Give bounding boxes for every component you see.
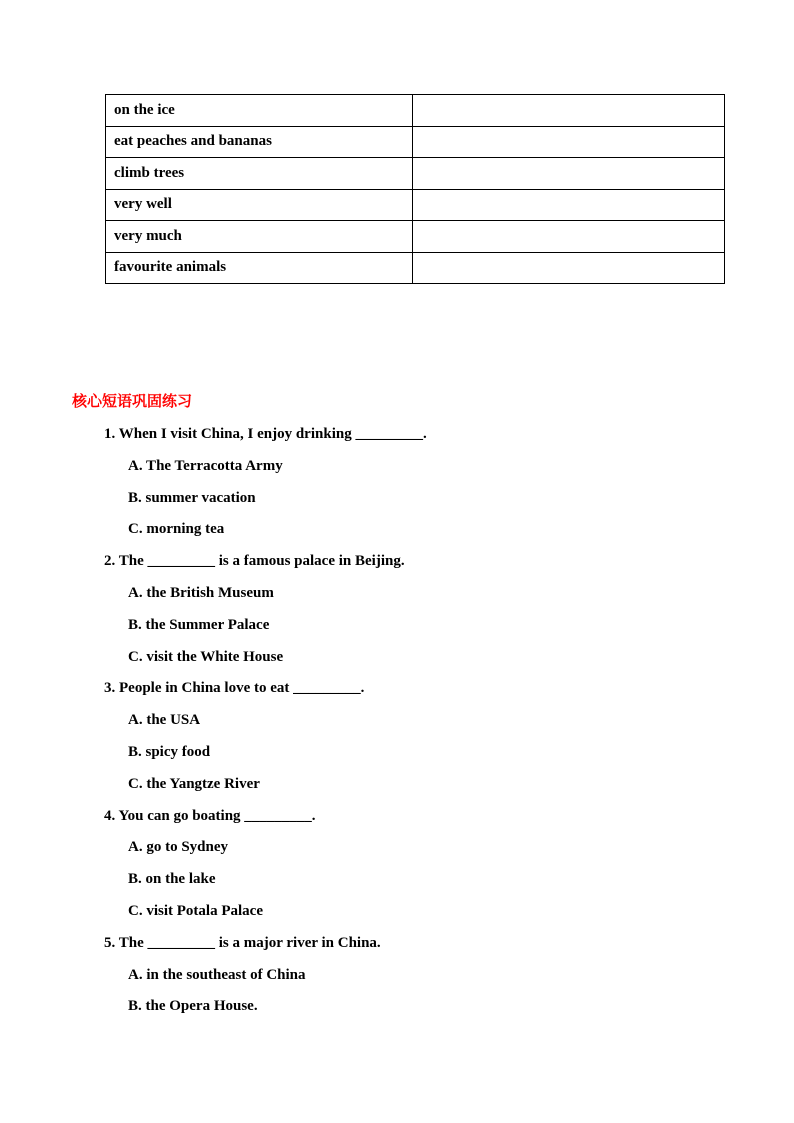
table-row xyxy=(106,95,725,127)
table-row xyxy=(106,189,725,221)
table-row xyxy=(106,126,725,158)
question-3: 3. People in China love to eat _________. xyxy=(104,680,365,697)
question-5: 5. The _________ is a major river in China. xyxy=(104,934,381,951)
quiz-list xyxy=(0,421,794,1025)
option-2a[interactable]: A. the British Museum xyxy=(128,584,274,601)
section-heading: 核心短语巩固练习 xyxy=(72,392,193,410)
answer-cell[interactable] xyxy=(413,189,725,221)
phrase-cell: eat peaches and bananas xyxy=(106,126,413,158)
phrase-cell: very well xyxy=(106,189,413,221)
answer-cell[interactable] xyxy=(413,158,725,190)
question-4: 4. You can go boating _________. xyxy=(104,807,316,824)
question-2: 2. The _________ is a famous palace in Beijing. xyxy=(104,553,405,570)
answer-cell[interactable] xyxy=(413,126,725,158)
option-3a[interactable]: A. the USA xyxy=(128,712,201,729)
table-row xyxy=(106,158,725,190)
answer-cell[interactable] xyxy=(413,252,725,284)
phrase-cell: climb trees xyxy=(106,158,413,190)
option-3b[interactable]: B. spicy food xyxy=(128,743,211,760)
option-2b[interactable]: B. the Summer Palace xyxy=(128,616,270,633)
phrase-table xyxy=(105,94,725,284)
option-1b[interactable]: B. summer vacation xyxy=(128,489,256,506)
option-1c[interactable]: C. morning tea xyxy=(128,521,225,538)
option-4a[interactable]: A. go to Sydney xyxy=(128,839,229,856)
table-row xyxy=(106,221,725,253)
question-1: 1. When I visit China, I enjoy drinking _________. xyxy=(104,426,427,442)
option-4c[interactable]: C. visit Potala Palace xyxy=(128,902,263,919)
phrase-cell: very much xyxy=(106,221,413,253)
phrase-cell: on the ice xyxy=(106,95,413,127)
table-row xyxy=(106,252,725,284)
option-1a[interactable]: A. The Terracotta Army xyxy=(128,457,283,474)
phrase-cell: favourite animals xyxy=(106,252,413,284)
option-4b[interactable]: B. on the lake xyxy=(128,871,216,888)
answer-cell[interactable] xyxy=(413,221,725,253)
answer-cell[interactable] xyxy=(413,95,725,127)
option-5a[interactable]: A. in the southeast of China xyxy=(128,966,306,983)
option-2c[interactable]: C. visit the White House xyxy=(128,648,284,665)
option-5b[interactable]: B. the Opera House. xyxy=(128,998,258,1015)
option-3c[interactable]: C. the Yangtze River xyxy=(128,775,260,792)
